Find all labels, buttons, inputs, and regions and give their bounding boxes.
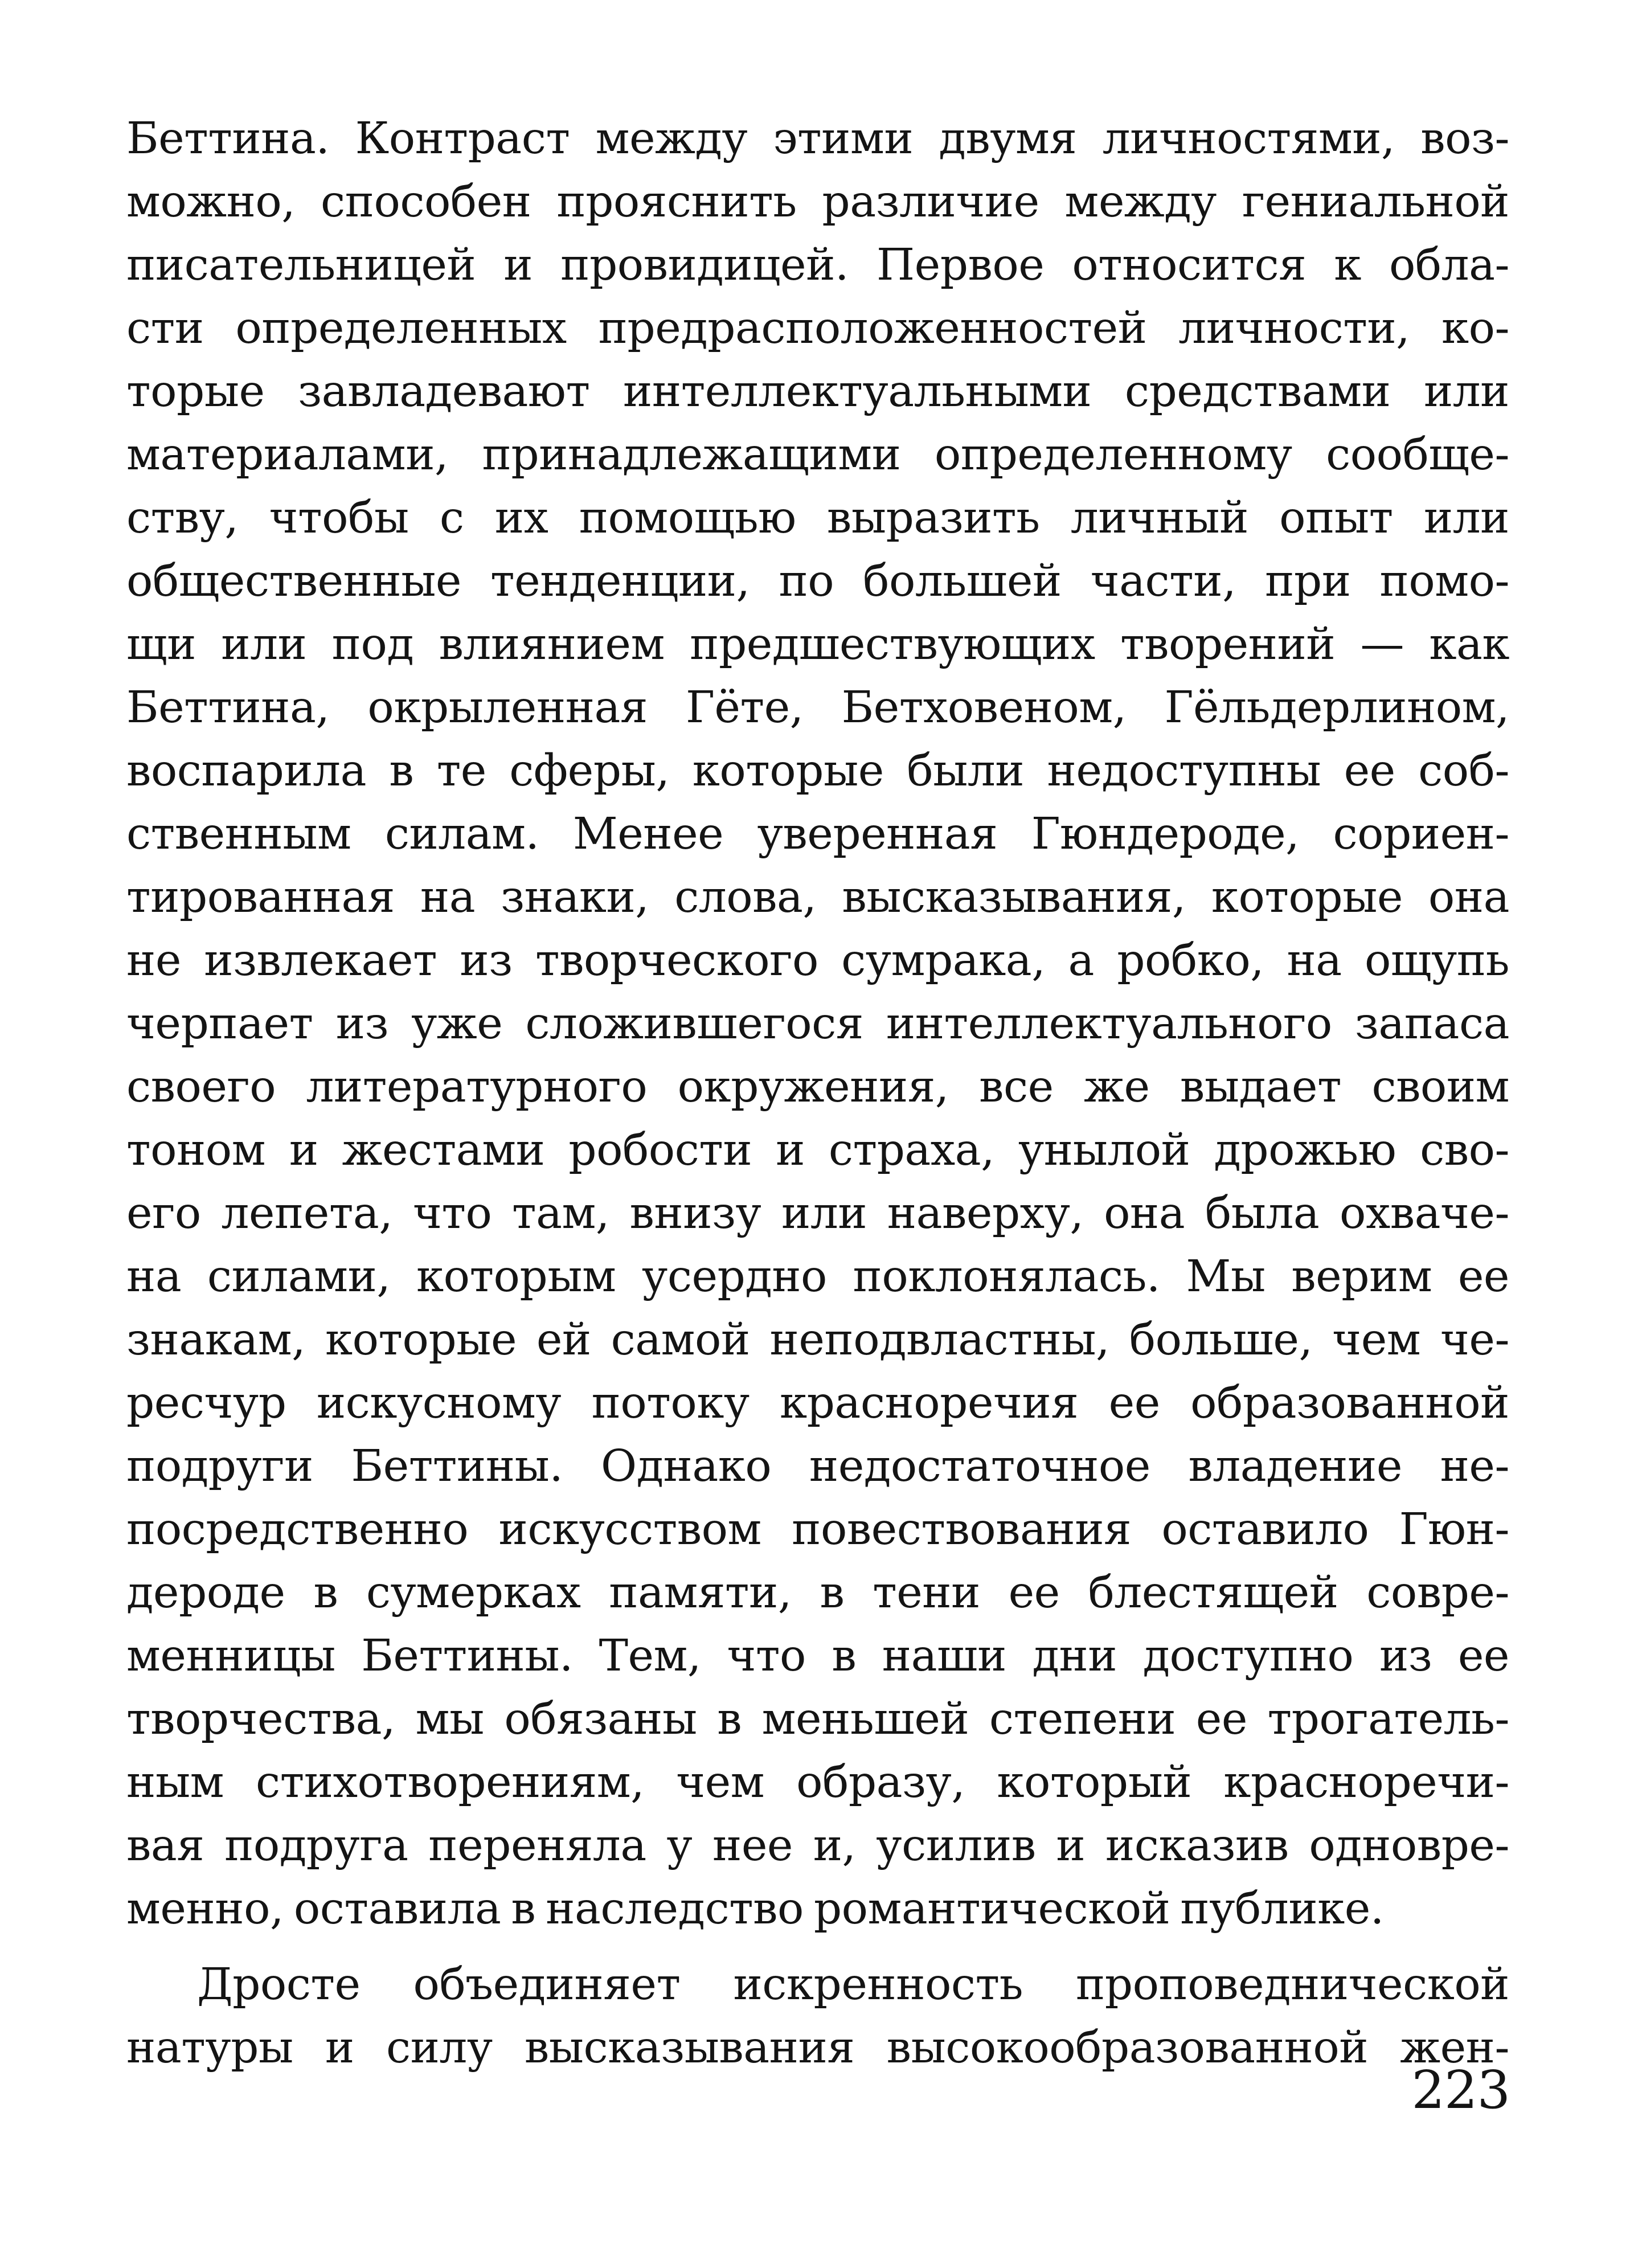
text-line: торые завладевают интеллектуальными средствами или — [126, 366, 1509, 417]
paragraph-2 — [126, 1953, 1509, 2079]
text-line: сти определенных предрасположенностей личности, ко- — [126, 303, 1509, 354]
text-line: щи или под влиянием предшествующих творений — как — [126, 619, 1509, 670]
text-line: Беттина. Контраст между этими двумя личностями, воз- — [126, 113, 1509, 164]
text-line: его лепета, что там, внизу или наверху, она была охваче- — [126, 1188, 1509, 1239]
text-line: тированная на знаки, слова, высказывания, которые она — [126, 872, 1509, 923]
text-line: ресчур искусному потоку красноречия ее образованной — [126, 1378, 1509, 1428]
text-line: менницы Беттины. Тем, что в наши дни доступно из ее — [126, 1631, 1509, 1681]
text-line: Дросте объединяет искренность проповеднической — [197, 1959, 1509, 2010]
text-line: Беттина, окрыленная Гёте, Бетховеном, Гёльдерлином, — [126, 682, 1509, 733]
text-line: писательницей и провидицей. Первое относится к обла- — [126, 240, 1509, 290]
text-line: вая подруга переняла у нее и, усилив и исказив одновре- — [126, 1820, 1509, 1871]
text-line: общественные тенденции, по большей части, при помо- — [126, 556, 1509, 607]
text-line: творчества, мы обязаны в меньшей степени ее трогатель- — [126, 1694, 1509, 1745]
paragraph-gap — [126, 1941, 1509, 1953]
text-line: можно, способен прояснить различие между гениальной — [126, 177, 1509, 227]
text-line: менно, оставила в наследство романтической публике. — [126, 1884, 1384, 1934]
text-line: ственным силам. Менее уверенная Гюндероде, сориен- — [126, 809, 1509, 859]
text-line: знакам, которые ей самой неподвластны, больше, чем че- — [126, 1315, 1509, 1365]
text-line: материалами, принадлежащими определенному сообще- — [126, 429, 1509, 480]
text-line: натуры и силу высказывания высокообразованной жен- — [126, 2023, 1509, 2073]
text-line: дероде в сумерках памяти, в тени ее блестящей совре- — [126, 1567, 1509, 1618]
text-line: черпает из уже сложившегося интеллектуального запаса — [126, 998, 1509, 1049]
text-line: подруги Беттины. Однако недостаточное владение не- — [126, 1441, 1509, 1492]
text-line: своего литературного окружения, все же выдает своим — [126, 1062, 1509, 1112]
text-line: на силами, которым усердно поклонялась. Мы верим ее — [126, 1251, 1509, 1302]
page-number: 223 — [1411, 2060, 1510, 2120]
body-text — [126, 107, 1509, 2079]
text-line: ству, чтобы с их помощью выразить личный опыт или — [126, 493, 1509, 543]
text-line: тоном и жестами робости и страха, унылой дрожью сво- — [126, 1125, 1509, 1176]
text-line: не извлекает из творческого сумрака, а робко, на ощупь — [126, 935, 1509, 986]
text-line: ным стихотворениям, чем образу, который красноречи- — [126, 1757, 1509, 1808]
text-line: воспарила в те сферы, которые были недоступны ее соб- — [126, 746, 1509, 796]
paragraph-1 — [126, 107, 1509, 1941]
text-line: посредственно искусством повествования оставило Гюн- — [126, 1504, 1509, 1555]
